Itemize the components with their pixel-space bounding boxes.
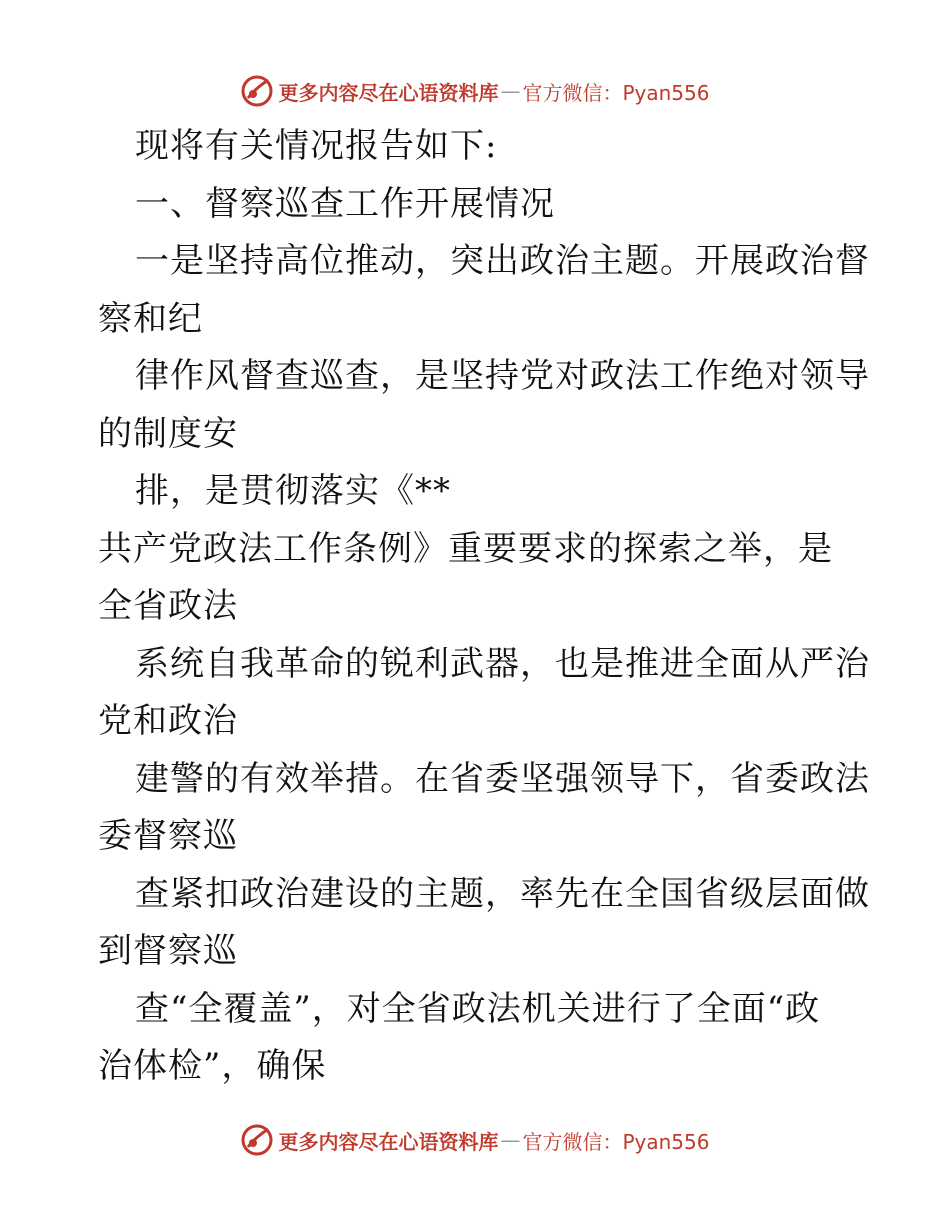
- paragraph-line: 律作风督查巡查，是坚持党对政法工作绝对领导: [135, 356, 870, 396]
- paragraph-line: 党和政治: [98, 701, 238, 741]
- paragraph-line: 的制度安: [98, 413, 238, 454]
- brush-logo-icon: [240, 1123, 274, 1157]
- paragraph-line: 共产党政法工作条例》重要要求的探索之举，是: [98, 528, 833, 569]
- document-body: [98, 118, 870, 1096]
- paragraph-line: 一是坚持高位推动，突出政治主题。开展政治督: [135, 241, 870, 281]
- section-heading: 一、督察巡查工作开展情况: [135, 183, 555, 224]
- watermark-text: 更多内容尽在心语资料库: [278, 80, 499, 105]
- paragraph-line: 到督察巡: [98, 931, 238, 971]
- watermark-wechat: 官方微信：Pyan556: [522, 80, 710, 105]
- footer-watermark-banner: [0, 1120, 950, 1160]
- brush-logo-icon: [240, 74, 274, 108]
- watermark-text: 更多内容尽在心语资料库: [278, 1129, 499, 1154]
- header-watermark-banner: [0, 71, 950, 111]
- paragraph-line: 委督察巡: [98, 816, 238, 856]
- watermark-dash: —: [500, 1128, 521, 1152]
- paragraph-line: 排，是贯彻落实《**: [135, 471, 451, 511]
- paragraph-line: 全省政法: [98, 586, 238, 626]
- paragraph-line: 查紧扣政治建设的主题，率先在全国省级层面做: [135, 873, 870, 914]
- paragraph-line: 查“全覆盖”，对全省政法机关进行了全面“政: [135, 988, 821, 1029]
- paragraph-line: 现将有关情况报告如下:: [135, 126, 498, 166]
- paragraph-line: 察和纪: [98, 298, 203, 339]
- watermark-wechat: 官方微信：Pyan556: [522, 1129, 710, 1154]
- paragraph-line: 系统自我革命的锐利武器，也是推进全面从严治: [135, 643, 870, 684]
- watermark-dash: —: [500, 79, 521, 103]
- paragraph-line: 建警的有效举措。在省委坚强领导下，省委政法: [135, 758, 870, 799]
- paragraph-line: 治体检”，确保: [98, 1046, 327, 1086]
